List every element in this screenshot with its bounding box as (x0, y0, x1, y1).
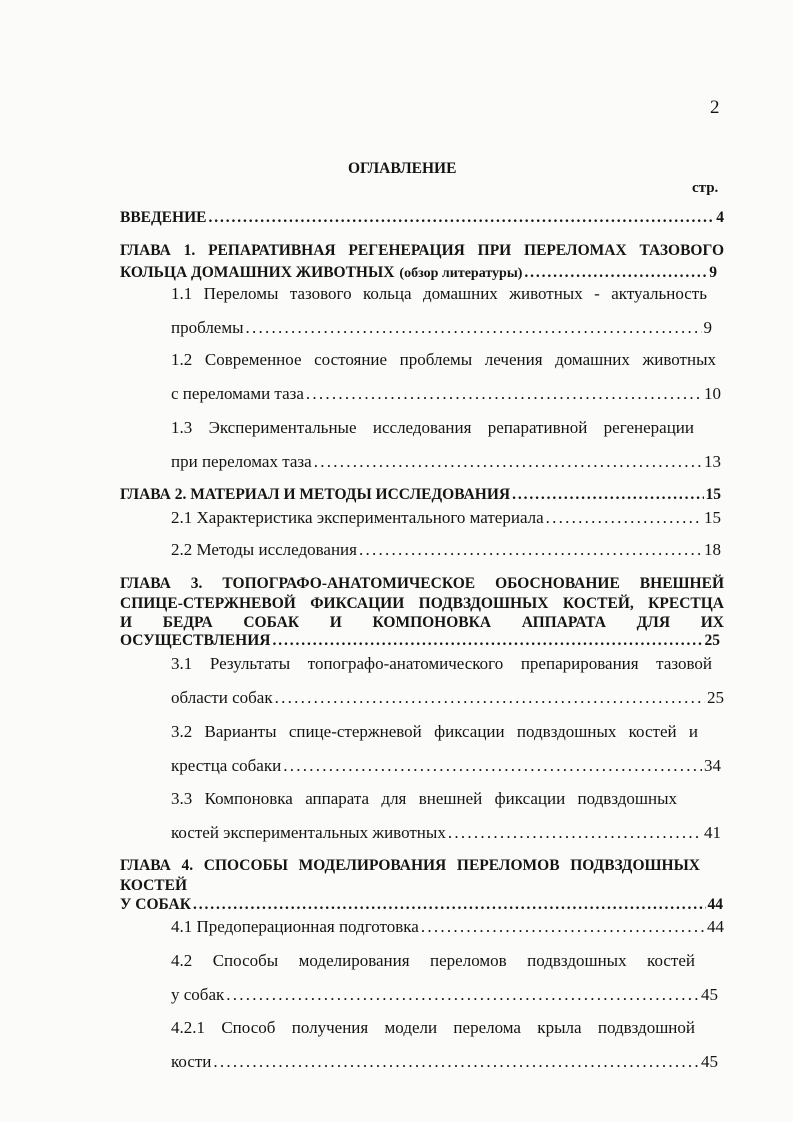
dot-leader (275, 688, 705, 708)
chapter-4-heading-line1[interactable]: ГЛАВА 4. СПОСОБЫ МОДЕЛИРОВАНИЯ ПЕРЕЛОМОВ ПОДВЗДОШНЫХ (120, 857, 700, 874)
dot-leader (306, 384, 702, 404)
entry-page: 9 (703, 318, 712, 337)
entry-page: 10 (704, 384, 721, 403)
toc-entry-chapter-2[interactable] (120, 486, 721, 504)
dot-leader (448, 823, 702, 843)
entry-title: У СОБАК (120, 896, 191, 913)
entry-page: 15 (704, 508, 721, 527)
entry-page: 15 (705, 486, 721, 503)
entry-title: ВВЕДЕНИЕ (120, 209, 207, 226)
dot-leader (359, 540, 702, 560)
toc-entry-2-2[interactable] (171, 540, 721, 560)
entry-page: 45 (701, 1052, 718, 1071)
chapter-3-heading-line2[interactable]: СПИЦЕ-СТЕРЖНЕВОЙ ФИКСАЦИИ ПОДВЗДОШНЫХ КОСТЕЙ, КРЕСТЦА (120, 595, 724, 612)
entry-note: (обзор литературы) (399, 266, 523, 281)
entry-page: 18 (704, 540, 721, 559)
section-4-2-1-line1[interactable]: 4.2.1 Способ получения модели перелома крыла подвздошной (171, 1018, 695, 1037)
section-3-2-line1[interactable]: 3.2 Варианты спице-стержневой фиксации подвздошных костей и (171, 722, 698, 741)
toc-entry-4-1[interactable] (171, 917, 724, 937)
entry-page: 45 (701, 985, 718, 1004)
entry-page: 25 (707, 688, 724, 707)
dot-leader (524, 264, 707, 282)
toc-title: ОГЛАВЛЕНИЕ (348, 160, 457, 177)
toc-entry-chapter-3[interactable] (120, 632, 720, 650)
toc-entry-1-1[interactable] (171, 318, 712, 338)
dot-leader (208, 209, 714, 227)
entry-page: 44 (707, 896, 723, 913)
entry-title: костей экспериментальных животных (171, 823, 446, 842)
entry-page: 4 (716, 209, 724, 226)
dot-leader (421, 917, 705, 937)
dot-leader (512, 486, 703, 504)
section-3-1-line1[interactable]: 3.1 Результаты топографо-анатомического препарирования тазовой (171, 654, 712, 673)
chapter-3-heading-line1[interactable]: ГЛАВА 3. ТОПОГРАФО-АНАТОМИЧЕСКОЕ ОБОСНОВАНИЕ ВНЕШНЕЙ (120, 575, 724, 592)
entry-title: крестца собаки (171, 756, 282, 775)
section-1-2-line1[interactable]: 1.2 Современное состояние проблемы лечения домашних животных (171, 350, 716, 369)
toc-entry-1-3[interactable] (171, 452, 721, 472)
section-1-3-line1[interactable]: 1.3 Экспериментальные исследования репаративной регенерации (171, 418, 694, 437)
chapter-1-heading-line1[interactable]: ГЛАВА 1. РЕПАРАТИВНАЯ РЕГЕНЕРАЦИЯ ПРИ ПЕРЕЛОМАХ ТАЗОВОГО (120, 242, 724, 259)
dot-leader (314, 452, 702, 472)
dot-leader (272, 632, 702, 650)
entry-title: кости (171, 1052, 212, 1071)
toc-entry-chapter-4[interactable] (120, 896, 723, 914)
dot-leader (246, 318, 702, 338)
entry-page: 44 (707, 917, 724, 936)
entry-title: проблемы (171, 318, 244, 337)
entry-page: 13 (704, 452, 721, 471)
entry-page: 9 (709, 264, 717, 281)
toc-entry-4-2-1[interactable] (171, 1052, 718, 1072)
toc-entry-introduction[interactable] (120, 209, 724, 227)
dot-leader (283, 756, 702, 776)
toc-entry-3-3[interactable] (171, 823, 721, 843)
entry-title: 2.1 Характеристика экспериментального материала (171, 508, 544, 527)
entry-title: 2.2 Методы исследования (171, 540, 357, 559)
section-4-2-line1[interactable]: 4.2 Способы моделирования переломов подвздошных костей (171, 951, 695, 970)
page-number: 2 (710, 97, 720, 118)
entry-title: 4.1 Предоперационная подготовка (171, 917, 419, 936)
entry-title: с переломами таза (171, 384, 304, 403)
dot-leader (546, 508, 702, 528)
dot-leader (213, 1052, 699, 1072)
toc-entry-1-2[interactable] (171, 384, 721, 404)
entry-title: ОСУЩЕСТВЛЕНИЯ (120, 632, 271, 649)
entry-title: ГЛАВА 2. МАТЕРИАЛ И МЕТОДЫ ИССЛЕДОВАНИЯ (120, 486, 511, 503)
entry-page: 25 (704, 632, 720, 649)
toc-entry-4-2[interactable] (171, 985, 718, 1005)
entry-page: 34 (704, 756, 721, 775)
chapter-4-heading-line2[interactable]: КОСТЕЙ (120, 877, 188, 894)
toc-entry-3-2[interactable] (171, 756, 721, 776)
entry-page: 41 (704, 823, 721, 842)
toc-entry-chapter-1[interactable] (120, 264, 717, 282)
entry-title: области собак (171, 688, 273, 707)
entry-title: КОЛЬЦА ДОМАШНИХ ЖИВОТНЫХ (120, 264, 395, 281)
entry-title: при переломах таза (171, 452, 312, 471)
dot-leader (226, 985, 699, 1005)
toc-entry-3-1[interactable] (171, 688, 724, 708)
chapter-3-heading-line3[interactable]: И БЕДРА СОБАК И КОМПОНОВКА АППАРАТА ДЛЯ ИХ (120, 614, 724, 631)
dot-leader (193, 896, 706, 914)
entry-title: у собак (171, 985, 225, 1004)
section-1-1-line1[interactable]: 1.1 Переломы тазового кольца домашних животных - актуальность (171, 284, 707, 303)
page-column-label: стр. (692, 180, 719, 196)
toc-entry-2-1[interactable] (171, 508, 721, 528)
section-3-3-line1[interactable]: 3.3 Компоновка аппарата для внешней фиксации подвздошных (171, 789, 677, 808)
